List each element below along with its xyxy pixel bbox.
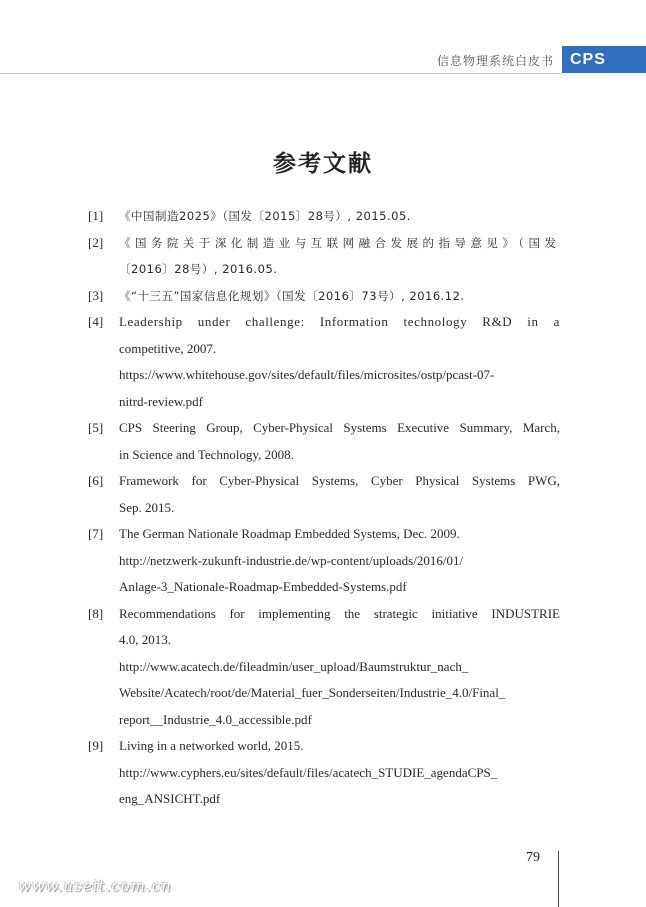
reference-number: [6] (88, 473, 104, 488)
reference-number: [9] (88, 738, 104, 753)
reference-line: Sep. 2015. (119, 499, 175, 515)
header-rule (0, 73, 562, 74)
reference-line: Living in a networked world, 2015. (119, 738, 304, 753)
reference-number: [5] (88, 420, 104, 435)
reference-item (88, 601, 560, 734)
reference-item (88, 415, 560, 468)
header-badge: CPS (562, 46, 646, 73)
reference-item (88, 309, 560, 415)
page-title: 参考文献 (273, 150, 373, 177)
reference-number: [1] (88, 208, 104, 223)
watermark: www.useit.com.cn (18, 877, 172, 895)
reference-line: 〔2016〕28号）, 2016.05. (119, 262, 278, 276)
reference-line: CPS Steering Group, Cyber-Physical Systems Executive Summary, March, (119, 420, 560, 435)
reference-line: Recommendations for implementing the strategic initiative INDUSTRIE (119, 605, 560, 621)
reference-item (88, 230, 560, 283)
reference-url[interactable]: Anlage-3_Nationale-Roadmap-Embedded-Systems.pdf (119, 579, 407, 594)
reference-number: [4] (88, 314, 104, 329)
reference-line: 《国务院关于深化制造业与互联网融合发展的指导意见》（国发 (119, 235, 560, 250)
reference-url[interactable]: http://www.cyphers.eu/sites/default/files/acatech_STUDIE_agendaCPS_ (119, 764, 498, 780)
reference-line: The German Nationale Roadmap Embedded Systems, Dec. 2009. (119, 526, 460, 541)
reference-url[interactable]: eng_ANSICHT.pdf (119, 791, 221, 806)
reference-url[interactable]: report__Industrie_4.0_accessible.pdf (119, 711, 312, 727)
reference-line: 4.0, 2013. (119, 632, 171, 647)
reference-line: Framework for Cyber-Physical Systems, Cyber Physical Systems PWG, (119, 473, 560, 488)
reference-item (88, 468, 560, 521)
reference-url[interactable]: http://www.acatech.de/fileadmin/user_upload/Baumstruktur_nach_ (119, 658, 469, 674)
reference-url[interactable]: https://www.whitehouse.gov/sites/default/files/microsites/ostp/pcast-07- (119, 367, 495, 382)
reference-item (88, 733, 560, 813)
reference-line: 《“十三五”国家信息化规划》（国发〔2016〕73号）, 2016.12. (119, 288, 465, 303)
reference-number: [7] (88, 526, 104, 541)
reference-url[interactable]: Website/Acatech/root/de/Material_fuer_Sonderseiten/Industrie_4.0/Final_ (119, 685, 506, 700)
reference-number: [3] (88, 287, 104, 303)
reference-item (88, 203, 560, 230)
page-number-rule (558, 851, 559, 907)
reference-line: Leadership under challenge: Information technology R&D in a (119, 314, 560, 329)
running-header-title: 信息物理系统白皮书 (436, 54, 554, 68)
reference-number: [8] (88, 605, 104, 621)
reference-line: in Science and Technology, 2008. (119, 446, 294, 462)
reference-line: competitive, 2007. (119, 340, 217, 356)
reference-list (88, 203, 560, 813)
reference-item (88, 521, 560, 601)
reference-line: 《中国制造2025》（国发〔2015〕28号）, 2015.05. (119, 209, 411, 223)
reference-item (88, 283, 560, 310)
reference-number: [2] (88, 234, 104, 250)
reference-url[interactable]: nitrd-review.pdf (119, 393, 203, 409)
reference-url[interactable]: http://netzwerk-zukunft-industrie.de/wp-content/uploads/2016/01/ (119, 552, 464, 568)
page-number: 79 (526, 850, 540, 865)
